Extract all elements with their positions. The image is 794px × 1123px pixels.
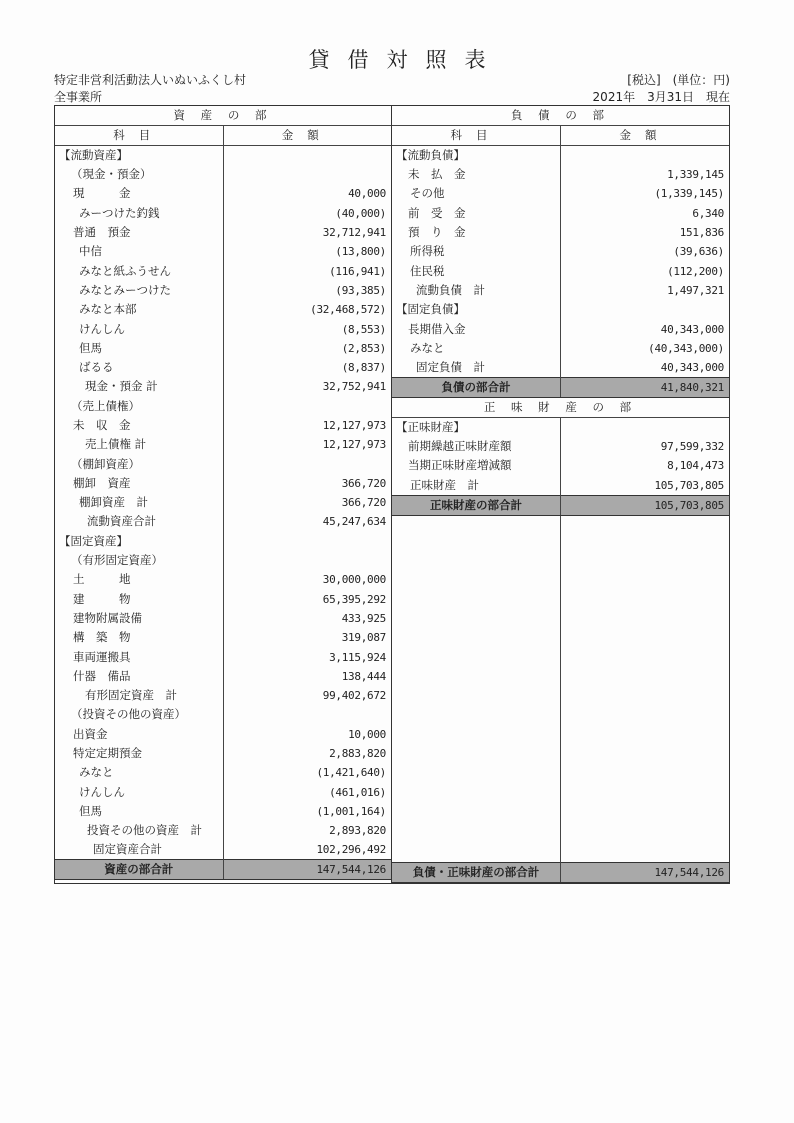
account-label: 売上債権 計 [55, 435, 223, 454]
account-label: 長期借入金 [392, 319, 561, 338]
account-amount: 138,444 [341, 669, 386, 683]
account-label: 現 金 [55, 184, 223, 203]
account-label: （売上債権） [55, 397, 223, 416]
account-label: 什器 備品 [55, 667, 223, 686]
account-amount: 1,339,145 [667, 168, 724, 182]
account-label: 前 受 金 [392, 204, 561, 223]
liabilities-section-title: 負 債 の 部 [392, 106, 729, 126]
account-amount [223, 551, 391, 570]
table-row [55, 493, 391, 512]
table-row [55, 242, 391, 261]
liabilities-section-header [392, 106, 729, 126]
account-label: 【固定資産】 [55, 532, 223, 551]
balance-sheet [54, 105, 730, 884]
account-amount: 3,115,924 [329, 650, 386, 664]
account-label: 【固定負債】 [392, 300, 561, 319]
table-row [55, 223, 391, 242]
account-label: 中信 [55, 242, 223, 261]
account-label: 構 築 物 [55, 628, 223, 647]
empty-row [392, 669, 729, 688]
account-amount: 40,343,000 [660, 322, 724, 336]
assets-section-title: 資 産 の 部 [55, 106, 391, 126]
account-label: 固定負債 計 [392, 358, 561, 378]
liabilities-total-amount: 41,840,321 [561, 377, 730, 397]
net-assets-total-label: 正味財産の部合計 [392, 495, 561, 515]
empty-row [392, 515, 729, 534]
table-row [55, 146, 391, 166]
table-row [392, 184, 729, 203]
account-label: 有形固定資産 計 [55, 686, 223, 705]
table-row [55, 319, 391, 338]
assets-total-label: 資産の部合計 [55, 860, 223, 880]
as-of-date: 2021年 3月31日 現在 [592, 90, 730, 104]
liabilities-table [392, 106, 729, 883]
table-row [392, 204, 729, 223]
table-row [55, 744, 391, 763]
table-row [392, 437, 729, 456]
table-row [55, 763, 391, 782]
account-label: 固定資産合計 [55, 840, 223, 860]
account-label: 【正味財産】 [392, 417, 561, 437]
account-amount: 2,893,820 [329, 824, 386, 838]
account-amount [223, 705, 391, 724]
account-amount: (1,001,164) [316, 804, 386, 818]
account-amount: (8,553) [341, 322, 386, 336]
account-label: 投資その他の資産 計 [55, 821, 223, 840]
account-label: けんしん [55, 783, 223, 802]
table-row [55, 647, 391, 666]
account-label: 出資金 [55, 725, 223, 744]
account-amount: 8,104,473 [667, 459, 724, 473]
account-amount: 65,395,292 [322, 592, 386, 606]
account-label: 流動資産合計 [55, 512, 223, 531]
account-label: 建 物 [55, 590, 223, 609]
table-row [55, 821, 391, 840]
table-row [55, 686, 391, 705]
account-label: 正味財産 計 [392, 476, 561, 496]
column-amount: 金額 [561, 126, 730, 146]
account-amount [223, 146, 391, 166]
table-row [392, 319, 729, 338]
account-label: 住民税 [392, 261, 561, 280]
office-scope: 全事業所 [54, 90, 103, 104]
table-row [55, 705, 391, 724]
account-amount: (40,343,000) [648, 341, 724, 355]
account-label: （投資その他の資産） [55, 705, 223, 724]
table-row [392, 165, 729, 184]
table-row [392, 261, 729, 280]
account-amount: (13,800) [335, 245, 386, 259]
empty-row [392, 785, 729, 804]
assets-total-amount: 147,544,126 [223, 860, 391, 880]
liabilities-column-header [392, 126, 729, 146]
empty-row [392, 824, 729, 843]
account-label: 建物附属設備 [55, 609, 223, 628]
net-assets-total-row [392, 495, 729, 515]
table-row [55, 609, 391, 628]
table-row [55, 339, 391, 358]
page-title: 貸借対照表 [308, 48, 504, 72]
table-row [392, 223, 729, 242]
account-amount: 97,599,332 [660, 440, 724, 454]
account-label: 未 収 金 [55, 416, 223, 435]
account-label: （現金・預金） [55, 165, 223, 184]
assets-side [55, 106, 392, 883]
account-label: 【流動負債】 [392, 146, 561, 166]
table-row [55, 551, 391, 570]
table-row [55, 165, 391, 184]
account-label: みなと本部 [55, 300, 223, 319]
account-amount: 319,087 [341, 631, 386, 645]
account-label: みーつけた釣銭 [55, 204, 223, 223]
account-amount [561, 146, 730, 166]
assets-table [55, 106, 391, 880]
account-amount: 99,402,672 [322, 689, 386, 703]
table-row [55, 474, 391, 493]
account-amount: (32,468,572) [310, 303, 386, 317]
account-amount: 40,343,000 [660, 360, 724, 374]
liabilities-side [392, 106, 729, 883]
table-row [392, 242, 729, 261]
table-row [55, 435, 391, 454]
empty-row [392, 534, 729, 553]
account-amount: (93,385) [335, 283, 386, 297]
grand-total-row [392, 862, 729, 882]
account-label: 所得税 [392, 242, 561, 261]
account-amount: 32,712,941 [322, 226, 386, 240]
empty-row [392, 573, 729, 592]
account-amount: 102,296,492 [316, 843, 386, 857]
table-row [55, 454, 391, 473]
account-amount: 1,497,321 [667, 283, 724, 297]
account-label: みなと紙ふうせん [55, 261, 223, 280]
account-label: 預 り 金 [392, 223, 561, 242]
empty-row [392, 747, 729, 766]
account-label: 未 払 金 [392, 165, 561, 184]
empty-row [392, 592, 729, 611]
account-amount: (40,000) [335, 206, 386, 220]
table-row [392, 456, 729, 475]
account-label: ばるる [55, 358, 223, 377]
table-row [55, 416, 391, 435]
empty-row [392, 766, 729, 785]
tax-unit-note: [税込] (単位：円) [627, 73, 730, 87]
table-row [55, 261, 391, 280]
table-row [55, 300, 391, 319]
empty-row [392, 631, 729, 650]
account-amount [223, 165, 391, 184]
account-label: 但馬 [55, 339, 223, 358]
table-row [55, 184, 391, 203]
empty-row [392, 554, 729, 573]
account-label: 土 地 [55, 570, 223, 589]
account-label: 普通 預金 [55, 223, 223, 242]
column-amount: 金額 [223, 126, 391, 146]
empty-row [392, 650, 729, 669]
account-amount [223, 454, 391, 473]
column-item: 科目 [55, 126, 223, 146]
account-amount: (112,200) [667, 264, 724, 278]
account-amount: 30,000,000 [322, 573, 386, 587]
account-amount [223, 397, 391, 416]
table-row [392, 417, 729, 437]
empty-row [392, 708, 729, 727]
table-row [55, 783, 391, 802]
assets-total-row [55, 860, 391, 880]
account-amount: (39,636) [673, 245, 724, 259]
assets-section-header [55, 106, 391, 126]
account-amount: 40,000 [348, 187, 386, 201]
table-row [55, 397, 391, 416]
table-row [55, 532, 391, 551]
account-label: 特定定期預金 [55, 744, 223, 763]
table-row [55, 570, 391, 589]
account-amount: 32,752,941 [322, 380, 386, 394]
empty-row [392, 843, 729, 862]
account-label: 現金・預金 計 [55, 377, 223, 396]
account-label: 当期正味財産増減額 [392, 456, 561, 475]
empty-row [392, 612, 729, 631]
empty-row [392, 689, 729, 708]
table-row [55, 358, 391, 377]
account-label: みなと [392, 339, 561, 358]
account-amount: (2,853) [341, 341, 386, 355]
account-amount [561, 300, 730, 319]
account-label: みなと [55, 763, 223, 782]
account-label: 棚卸 資産 [55, 474, 223, 493]
account-amount: 105,703,805 [654, 478, 724, 492]
account-amount [223, 532, 391, 551]
account-label: 流動負債 計 [392, 281, 561, 300]
account-label: その他 [392, 184, 561, 203]
table-row [55, 802, 391, 821]
account-amount: 6,340 [692, 206, 724, 220]
account-amount: (1,339,145) [654, 187, 724, 201]
grand-total-amount: 147,544,126 [561, 862, 730, 882]
account-amount: 366,720 [341, 476, 386, 490]
account-label: 【流動資産】 [55, 146, 223, 166]
account-amount: 433,925 [341, 611, 386, 625]
table-row [55, 628, 391, 647]
account-label: 前期繰越正味財産額 [392, 437, 561, 456]
account-amount: (461,016) [329, 785, 386, 799]
table-row [55, 667, 391, 686]
liabilities-total-row [392, 377, 729, 397]
empty-row [392, 805, 729, 824]
account-label: 但馬 [55, 802, 223, 821]
organization-name: 特定非営利活動法人いぬいふくし村 [54, 73, 247, 87]
table-row [55, 377, 391, 396]
table-row [392, 300, 729, 319]
net-assets-section-header [392, 397, 729, 417]
account-amount: (8,837) [341, 361, 386, 375]
table-row [55, 725, 391, 744]
table-row [55, 281, 391, 300]
table-row [392, 146, 729, 166]
account-amount: 12,127,973 [322, 438, 386, 452]
table-row [392, 358, 729, 378]
empty-row [392, 727, 729, 746]
account-label: 車両運搬具 [55, 647, 223, 666]
table-row [55, 512, 391, 531]
account-label: （有形固定資産） [55, 551, 223, 570]
account-label: けんしん [55, 319, 223, 338]
account-amount: (1,421,640) [316, 766, 386, 780]
grand-total-label: 負債・正味財産の部合計 [392, 862, 561, 882]
account-label: 棚卸資産 計 [55, 493, 223, 512]
assets-column-header [55, 126, 391, 146]
account-amount [561, 417, 730, 437]
account-amount: 10,000 [348, 727, 386, 741]
table-row [55, 840, 391, 860]
table-row [55, 590, 391, 609]
account-amount: 366,720 [341, 496, 386, 510]
account-amount: 2,883,820 [329, 747, 386, 761]
account-label: みなとみーつけた [55, 281, 223, 300]
account-amount: 45,247,634 [322, 515, 386, 529]
table-row [392, 476, 729, 496]
account-amount: 12,127,973 [322, 419, 386, 432]
table-row [55, 204, 391, 223]
account-amount: (116,941) [329, 264, 386, 278]
liabilities-total-label: 負債の部合計 [392, 377, 561, 397]
net-assets-section-title: 正 味 財 産 の 部 [392, 397, 729, 417]
account-label: （棚卸資産） [55, 454, 223, 473]
table-row [392, 339, 729, 358]
column-item: 科目 [392, 126, 561, 146]
account-amount: 151,836 [679, 226, 724, 240]
net-assets-total-amount: 105,703,805 [561, 495, 730, 515]
table-row [392, 281, 729, 300]
